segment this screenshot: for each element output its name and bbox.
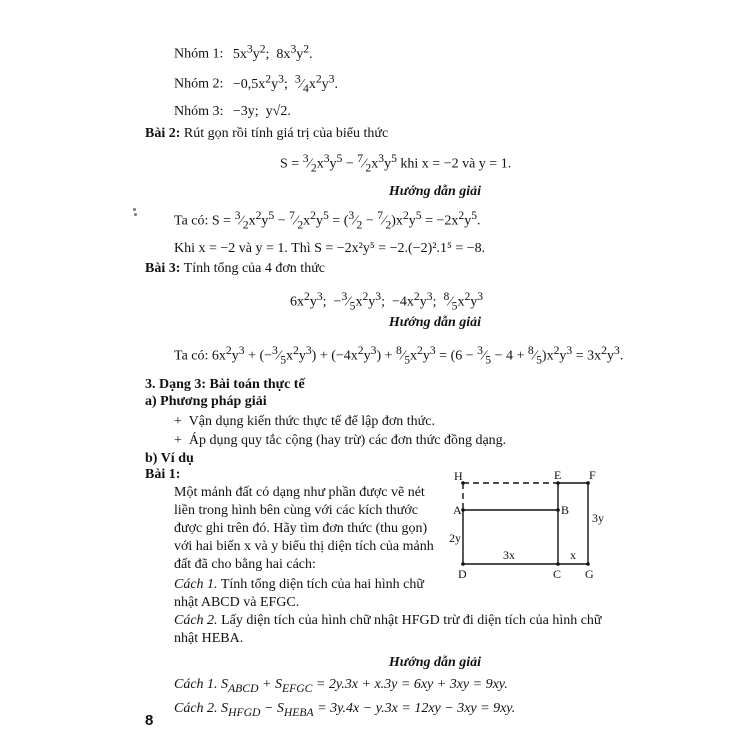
bai1-guide-title: Hướng dẫn giải — [388, 655, 482, 670]
cach2-label: Cách 2. — [174, 613, 218, 628]
bai2-expression: $S = ^3⁄_2x^3y^5$ − $^7⁄_2x^3y^5$ khi x = −2 và y = 1. — [280, 152, 512, 175]
bai3-solution-line1: Ta có: $6x^2y^3$ + $(-^3⁄_5x^2y^3) + (-4x^2y^3)$ + $^8⁄_5x^2y^3 = (6$ − $^3⁄_5 - 4$ + $^8⁄_5)x^2y^3 = 3x^2y^3$. — [174, 344, 624, 367]
group-2-expr: $-0,5x^2y^3$; $^3⁄_4x^2y^3$. — [232, 72, 338, 95]
group-2 — [174, 70, 338, 97]
label-E: E — [554, 468, 562, 482]
bai1-cach2 — [174, 612, 602, 630]
bai1-solution-2: Cách 2. $S_{HFGD} - S_{HEBA} = 3y.4x - y.3x = 12xy - 3xy = 9xy$. — [174, 701, 516, 719]
dang3-bullet-2 — [174, 432, 506, 450]
label-C: C — [553, 567, 562, 581]
scan-speck — [134, 213, 137, 216]
group-1 — [174, 40, 313, 64]
bai1-line-5: đất đã cho bằng hai cách: — [174, 557, 316, 572]
bai2-solution-line1: Ta có: $S = ^3⁄_2x^2y^5$ − $^7⁄_2x^2y^5$ = ($^3⁄_2$ − $^7⁄_2)x^2y^5 = -2x^2y^5$. — [174, 209, 481, 232]
dim-3y: 3y — [592, 511, 604, 525]
vertex-G — [586, 562, 590, 566]
group-3 — [174, 103, 291, 121]
vertex-A — [461, 508, 465, 512]
cach1-text: Tính tổng diện tích của hai hình chữ — [220, 577, 424, 592]
bai3-guide-title: Hướng dẫn giải — [388, 315, 482, 330]
dang3-bullet-1 — [174, 413, 435, 431]
cach2-text: Lấy diện tích của hình chữ nhật HFGD trừ đi diện tích của hình chữ — [221, 613, 602, 628]
dim-x: x — [570, 548, 576, 562]
bai1-line-3: được ghi trên đó. Hãy tìm đơn thức (thu gọn) — [174, 521, 428, 536]
group-1-label: Nhóm 1: — [174, 46, 224, 62]
label-D: D — [458, 567, 467, 581]
bai1-title: Bài 1: — [145, 467, 181, 482]
vertex-D — [461, 562, 465, 566]
bai3-heading — [145, 260, 325, 278]
dim-3x: 3x — [503, 548, 515, 562]
bai2-prompt: Rút gọn rồi tính giá trị của biểu thức — [183, 126, 389, 141]
dang3-method-title: a) Phương pháp giải — [145, 394, 267, 409]
bai2-heading — [145, 125, 388, 143]
bai1-solution-1: Cách 1. $S_{ABCD} + S_{EFGC} = 2y.3x + x.3y = 6xy + 3xy = 9xy$. — [174, 677, 508, 695]
page-number: 8 — [145, 712, 154, 729]
label-A: A — [453, 503, 462, 517]
cach1-label: Cách 1. — [174, 577, 218, 592]
bai2-guide-title: Hướng dẫn giải — [388, 184, 482, 199]
land-figure — [448, 468, 618, 598]
bai3-prompt: Tính tổng của 4 đơn thức — [183, 261, 325, 276]
bullet-text: Áp dụng quy tắc cộng (hay trừ) các đơn thức đồng dạng. — [188, 433, 507, 448]
label-H: H — [454, 469, 463, 483]
bai3-expression: $6x^2y^3$; $-^3⁄_5x^2y^3$; $-4x^2y^3$; $^8⁄_5x^2y^3$ — [290, 290, 484, 313]
scan-speck — [133, 208, 136, 211]
vertex-C — [556, 562, 560, 566]
label-G: G — [585, 567, 594, 581]
bai3-title: Bài 3: — [145, 261, 181, 276]
dang3-title: 3. Dạng 3: Bài toán thực tế — [145, 377, 305, 392]
label-F: F — [589, 468, 596, 482]
dim-2y: 2y — [449, 531, 461, 545]
bai1-cach1 — [174, 576, 424, 594]
bai1-cach1-cont: nhật ABCD và EFGC. — [174, 595, 300, 610]
vertex-B — [556, 508, 560, 512]
bai2-solution-line2: Khi x = −2 và y = 1. Thì S = −2x²y⁵ = −2.(−2)².1⁵ = −8. — [174, 241, 486, 256]
bullet-mark: + — [174, 433, 182, 448]
bai1-cach2-cont: nhật HEBA. — [174, 631, 244, 646]
bai1-line-4: với hai biến x và y biểu thị diện tích của mảnh — [174, 539, 434, 554]
label-B: B — [561, 503, 570, 517]
bai1-line-1: Một mảnh đất có dạng như phần được vẽ nét — [174, 485, 425, 500]
bai1-line-2: liền trong hình bên cùng với các kích thước — [174, 503, 418, 518]
bullet-mark: + — [174, 414, 182, 429]
group-3-label: Nhóm 3: — [174, 104, 224, 119]
bai2-title: Bài 2: — [145, 126, 181, 141]
bullet-text: Vận dụng kiến thức thực tế để lập đơn thức. — [188, 414, 435, 429]
dang3-example-title: b) Ví dụ — [145, 451, 194, 466]
group-2-label: Nhóm 2: — [174, 76, 224, 92]
group-1-expr: $5x^3y^2$; $8x^3y^2$. — [232, 42, 313, 62]
group-3-expr: −3y; y√2. — [232, 104, 291, 119]
